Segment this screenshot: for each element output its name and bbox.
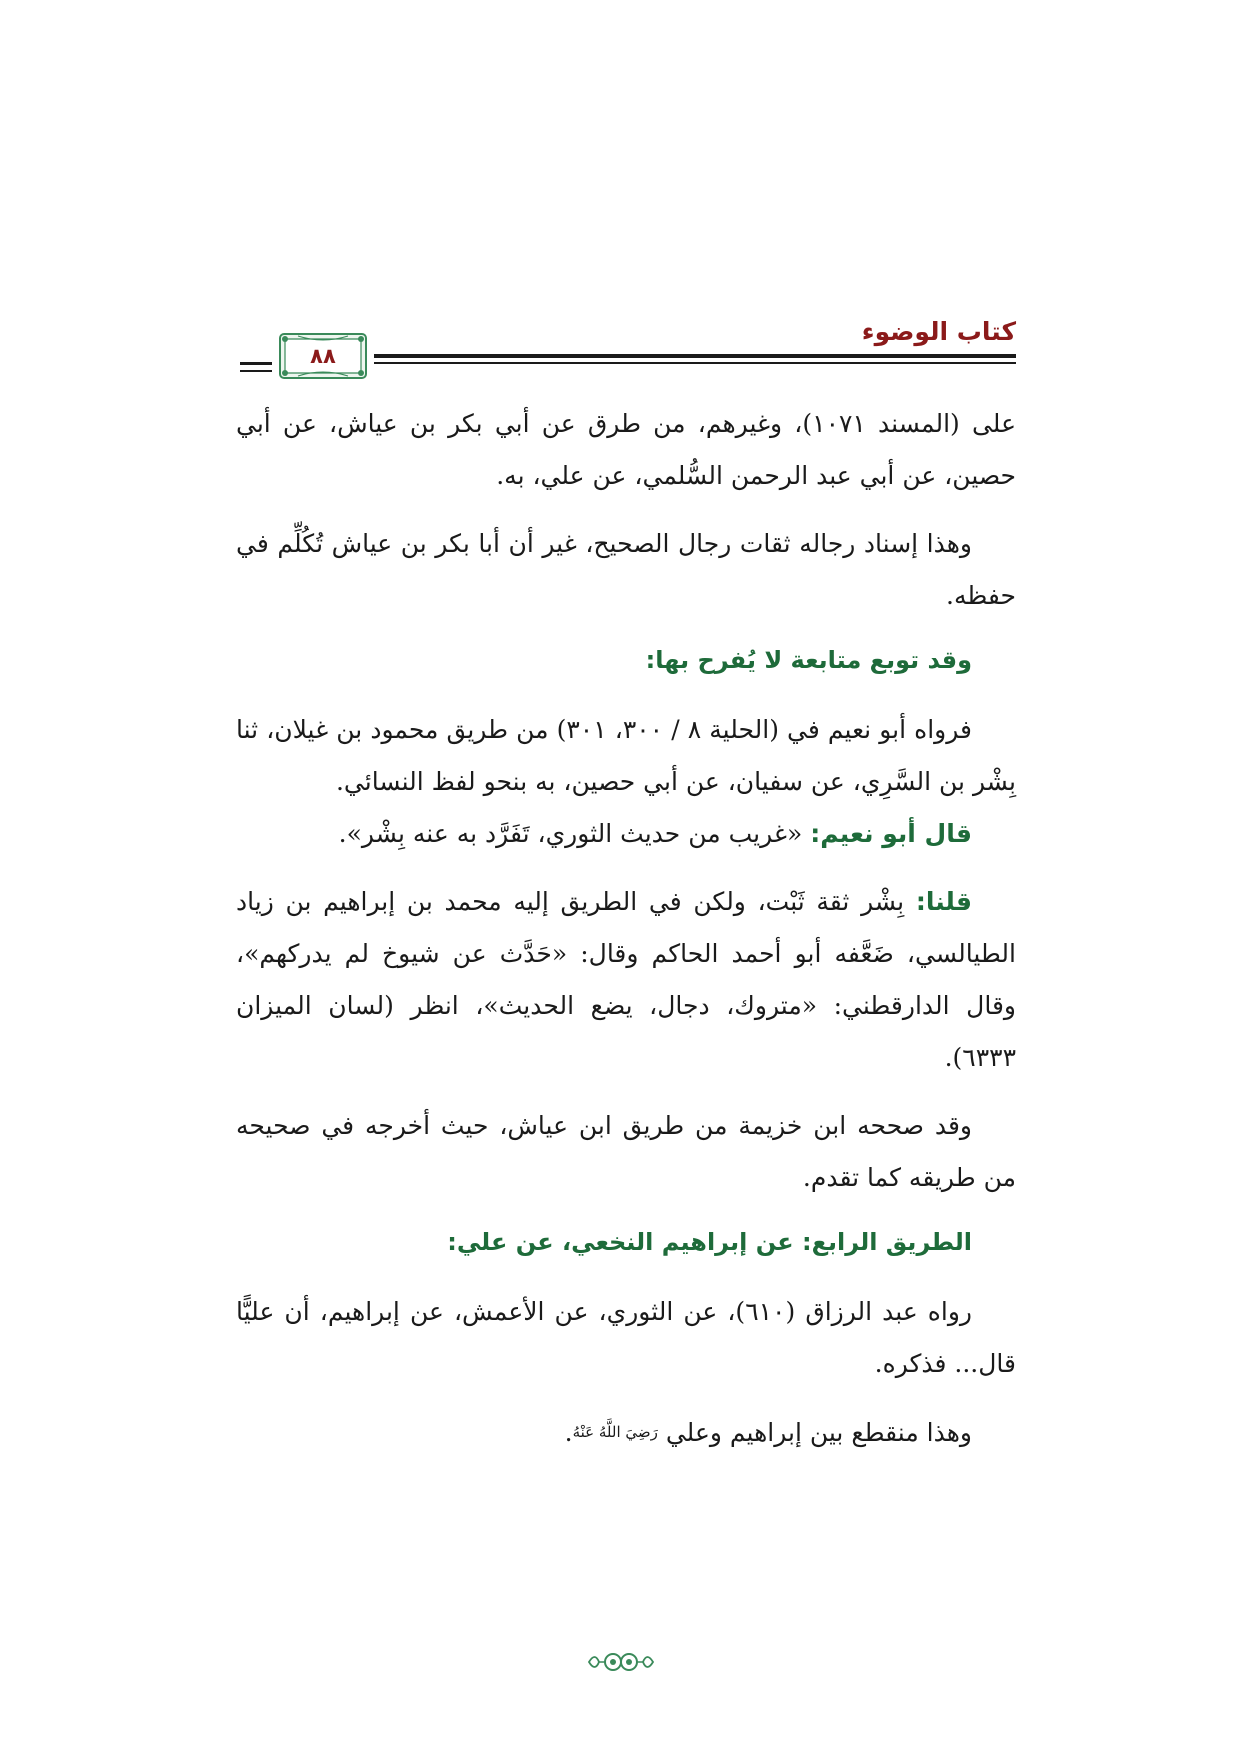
page-number: ٨٨ xyxy=(310,344,336,368)
paragraph-2: وهذا إسناد رجاله ثقات رجال الصحيح، غير أن أبا بكر بن عياش تُكُلِّم في حفظه. xyxy=(236,529,1016,610)
paragraph-8-text: وهذا منقطع بين إبراهيم وعلي xyxy=(665,1418,972,1447)
book-title: كتاب الوضوء xyxy=(861,317,1016,346)
paragraph-7: رواه عبد الرزاق (٦١٠)، عن الثوري، عن الأعمش، عن إبراهيم، أن عليًّا قال... فذكره. xyxy=(236,1297,1016,1378)
paragraph-8-end: . xyxy=(564,1418,573,1447)
paragraph-8 xyxy=(236,1406,1016,1459)
paragraph-1: على (المسند ١٠٧١)، وغيرهم، من طرق عن أبي بكر بن عياش، عن أبي حصين، عن أبي عبد الرحمن السُّلمي، عن علي، به. xyxy=(236,409,1016,490)
header-rule-left xyxy=(240,362,272,365)
header-rule-left-thin xyxy=(240,370,272,372)
abu-nuaym-quote: «غريب من حديث الثوري، تَفَرَّد به عنه بِشْر». xyxy=(338,819,811,848)
qulna-text: بِشْر ثقة ثَبْت، ولكن في الطريق إليه محمد بن إبراهيم بن زياد الطيالسي، ضَعَّفه أبو أحمد الحاكم وقال: «حَدَّث عن شيوخ لم يدركهم»، وقال الدارقطني: «متروك، دجال، يضع الحديث»، انظر (لسان الميزان ٦٣٣٣). xyxy=(236,887,1016,1072)
paragraph-5 xyxy=(236,876,1016,1084)
paragraph-6: وقد صححه ابن خزيمة من طريق ابن عياش، حيث أخرجه في صحيحه من طريقه كما تقدم. xyxy=(236,1111,1016,1192)
header-rule-thin xyxy=(374,362,1016,364)
page-body xyxy=(236,398,1016,1459)
paragraph-3: فرواه أبو نعيم في (الحلية ٨ / ٣٠٠، ٣٠١) من طريق محمود بن غيلان، ثنا بِشْر بن السَّرِي، عن سفيان، عن أبي حصين، به بنحو لفظ النسائي. xyxy=(236,715,1016,796)
header-rule xyxy=(374,354,1016,358)
paragraph-4 xyxy=(236,808,1016,860)
honorific-text: رَضِيَ اللَّهُ عَنْهُ xyxy=(572,1423,658,1441)
qulna-label: قلنا: xyxy=(915,887,972,916)
abu-nuaym-label: قال أبو نعيم: xyxy=(810,819,972,848)
page-number-frame xyxy=(278,332,368,380)
page-header xyxy=(240,318,1016,380)
floral-ornament-icon xyxy=(585,1648,657,1676)
section-heading-1: وقد توبع متابعة لا يُفرح بها: xyxy=(645,646,972,674)
section-heading-2: الطريق الرابع: عن إبراهيم النخعي، عن علي: xyxy=(447,1228,972,1256)
